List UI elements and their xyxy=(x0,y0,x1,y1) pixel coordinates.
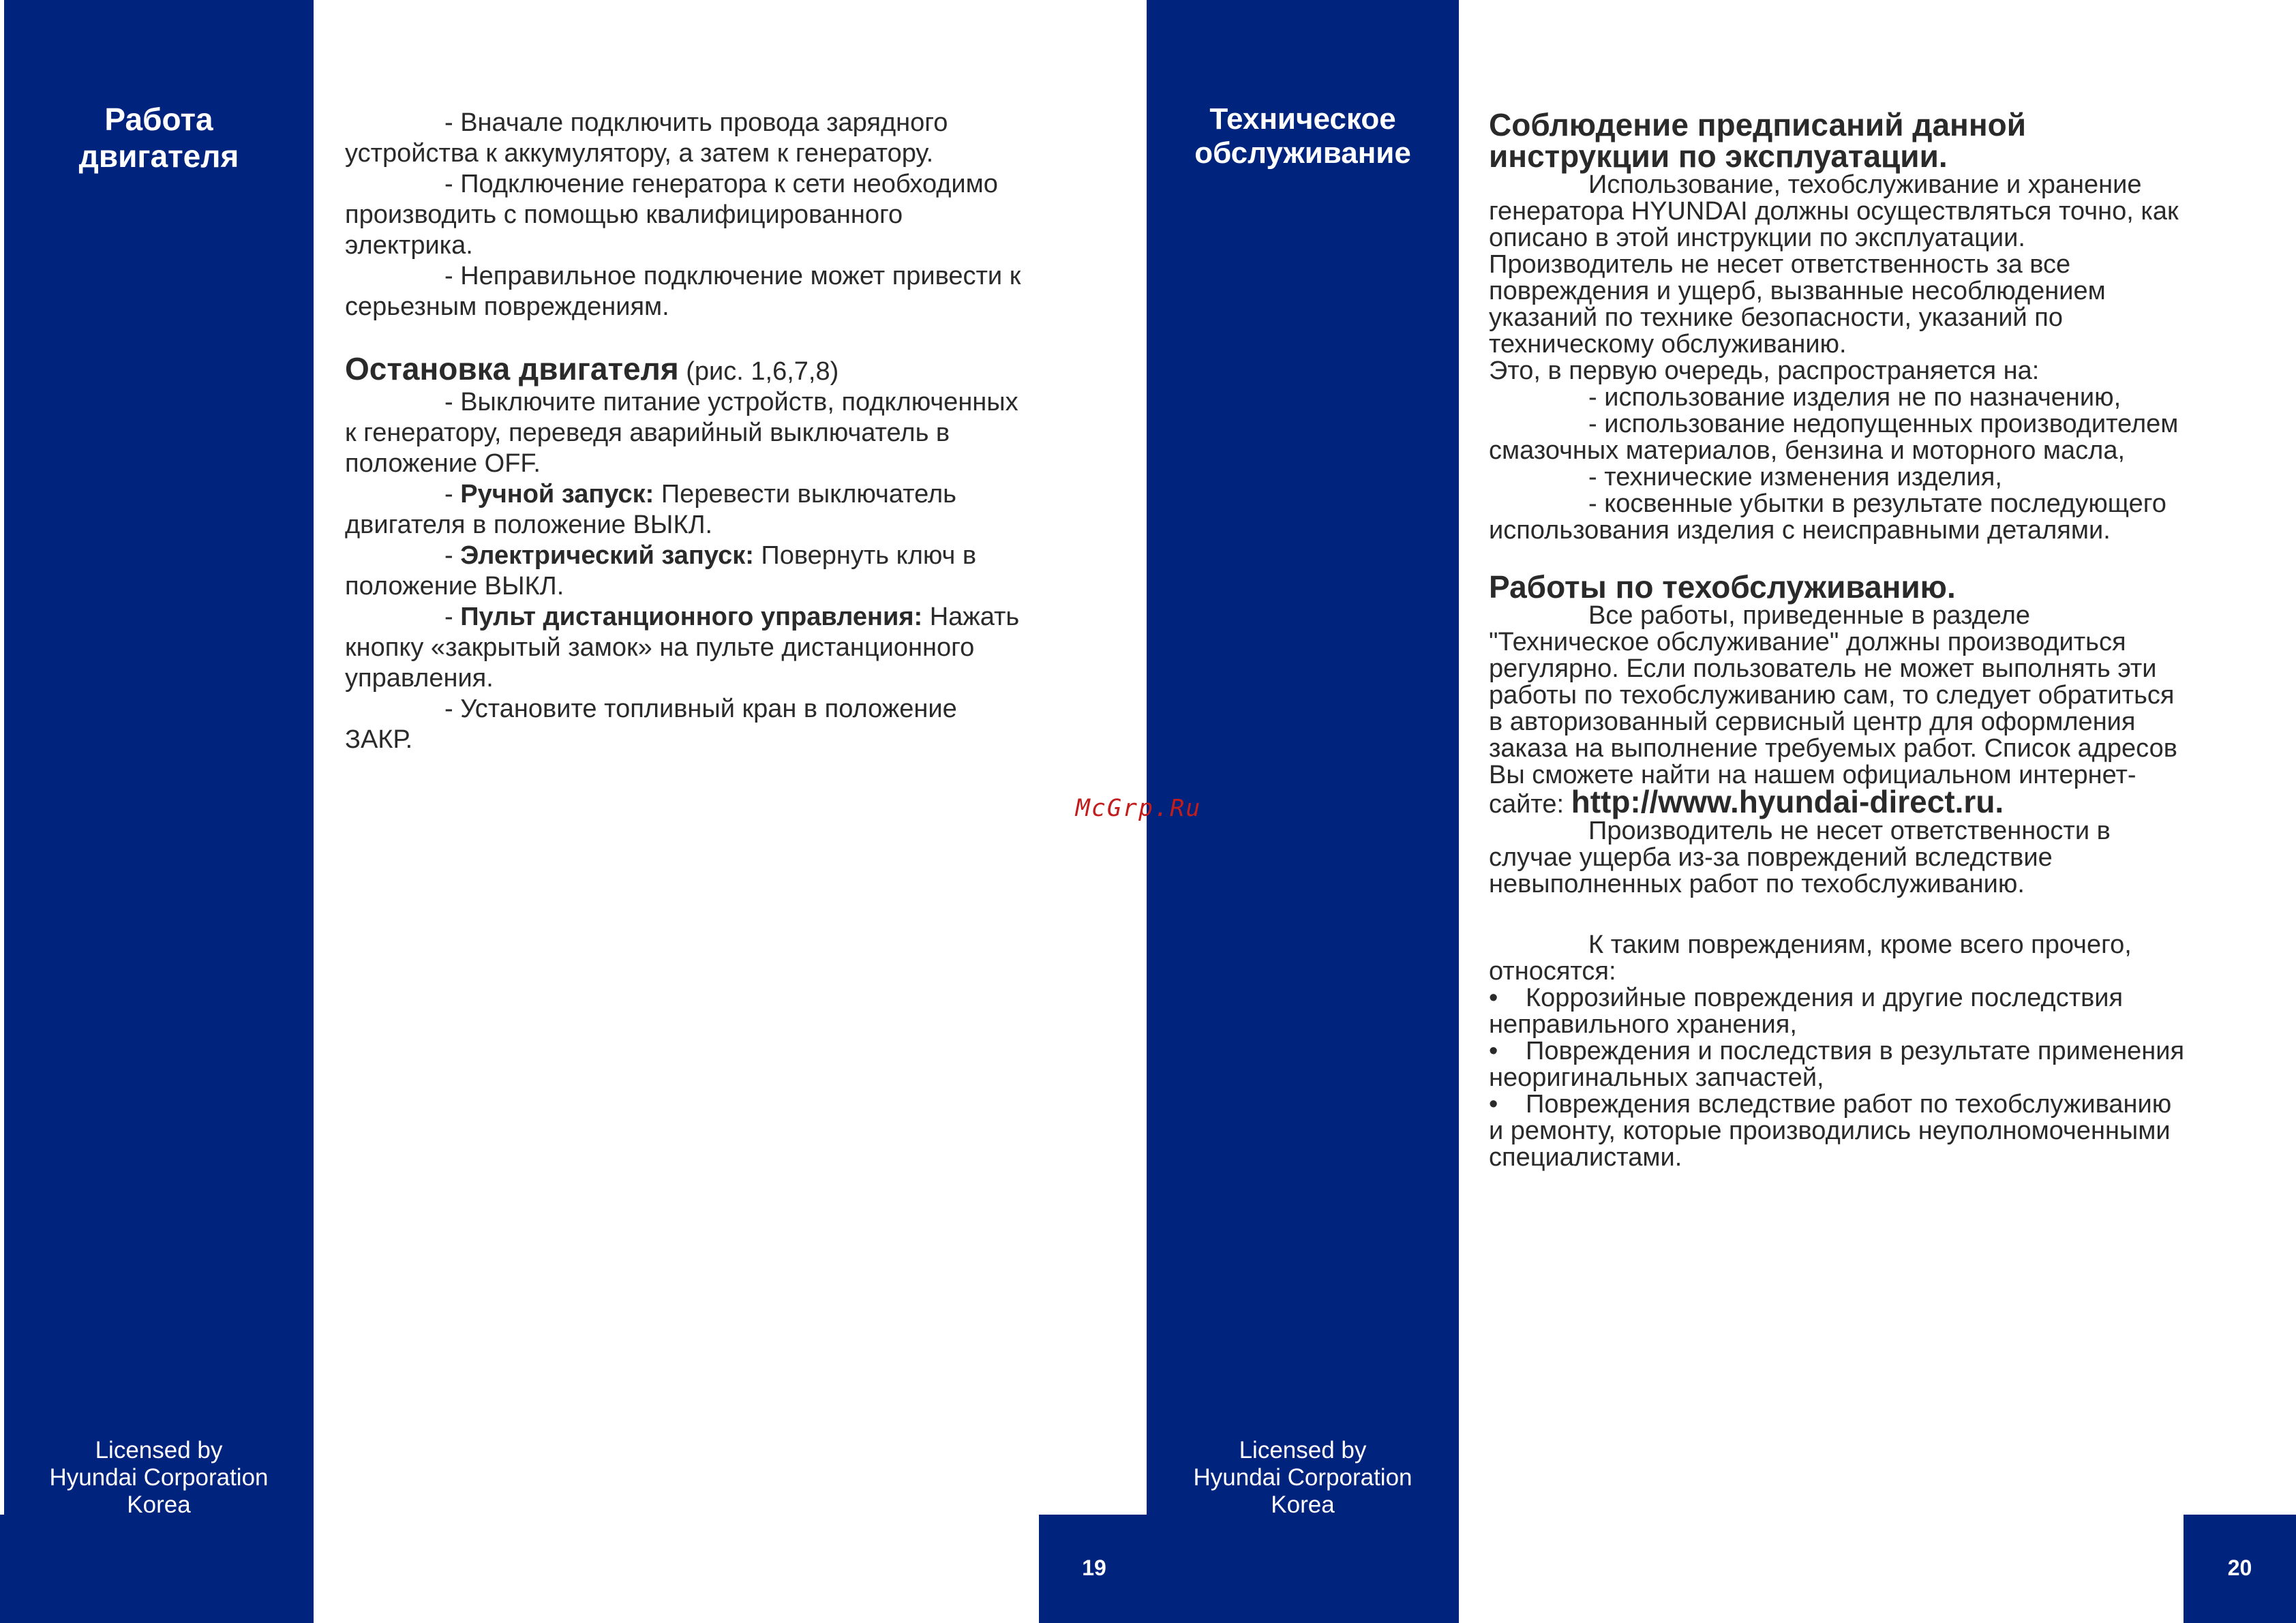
bullet-icon: • xyxy=(1489,1090,1498,1119)
stop-engine-heading: Остановка двигателя (рис. 1,6,7,8) xyxy=(345,351,839,386)
bullet-icon: • xyxy=(1489,984,1498,1012)
stop-step-1: - Выключите питание устройств, подключенных к генератору, переведя аварийный выключатель в положение OFF. xyxy=(345,388,1018,478)
watermark: McGrp.Ru xyxy=(1075,795,1202,822)
damage-bullet-1: • Коррозийные повреждения и другие последствия неправильного хранения, xyxy=(1489,984,2124,1039)
left-intro-3: - Неправильное подключение может привести к серьезным повреждениям. xyxy=(345,262,1021,321)
right-licensed-note: Licensed by Hyundai Corporation Korea xyxy=(1193,1437,1413,1518)
damage-bullet-2: • Повреждения и последствия в результате применения неоригинальных запчастей, xyxy=(1489,1037,2185,1092)
compliance-item-3: - технические изменения изделия, xyxy=(1588,463,2002,491)
stop-step-4: - Пульт дистанционного управления: Нажать кнопку «закрытый замок» на пульте дистанционного управления. xyxy=(345,603,1020,693)
left-sidebar-title: Работа двигателя xyxy=(78,102,239,174)
maintenance-heading: Работы по техобслуживанию. xyxy=(1489,569,1956,605)
maintenance-text: Все работы, приведенные в разделе "Техническое обслуживание" должны производиться регулярно. Если пользователь не может выполнять эти работы по техобслуживанию сам, то следует обратиться в авторизованный сервисный центр для оформления заказа на выполнение требуемых работ. Список адресов Вы сможете найти на нашем официальном интернет-сайте: http://www.hyundai-direct.ru. xyxy=(1489,601,2177,819)
left-sidebar xyxy=(4,0,314,1515)
maintenance-text-2: Производитель не несет ответственности в случае ущерба из-за повреждений вследствие невыполненных работ по техобслуживанию. xyxy=(1489,817,2111,898)
stop-step-3: - Электрический запуск: Повернуть ключ в положение ВЫКЛ. xyxy=(345,541,977,601)
stop-step-2: - Ручной запуск: Перевести выключатель двигателя в положение ВЫКЛ. xyxy=(345,480,956,539)
right-content xyxy=(1489,109,2186,1171)
compliance-item-1: - использование изделия не по назначению, xyxy=(1588,383,2121,412)
left-content xyxy=(345,108,1027,755)
bullet-icon: • xyxy=(1489,1037,1498,1065)
right-sidebar-title: Техническое обслуживание xyxy=(1194,102,1411,170)
damage-lead: К таким повреждениям, кроме всего прочего, относятся: xyxy=(1489,930,2132,986)
compliance-text: Использование, техобслуживание и хранение генератора HYUNDAI должны осуществляться точно, как описано в этой инструкции по эксплуатации. Производитель не несет ответственность за все повреждения и ущерб, вызванные несоблюдением указаний по технике безопасности, указаний по техническому обслуживанию. xyxy=(1489,170,2179,359)
compliance-item-2: - использование недопущенных производителем смазочных материалов, бензина и моторного масла, xyxy=(1489,410,2179,465)
compliance-lead: Это, в первую очередь, распространяется на: xyxy=(1489,357,2040,385)
stop-step-5: - Установите топливный кран в положение ЗАКР. xyxy=(345,695,957,754)
website-link[interactable]: http://www.hyundai-direct.ru. xyxy=(1571,784,2004,819)
left-licensed-note: Licensed by Hyundai Corporation Korea xyxy=(49,1437,269,1518)
left-intro-2: - Подключение генератора к сети необходимо производить с помощью квалифицированного электрика. xyxy=(345,170,998,260)
compliance-item-4: - косвенные убытки в результате последующего использования изделия с неисправными деталями. xyxy=(1489,489,2166,545)
left-sidebar-foot xyxy=(0,1515,314,1623)
left-intro-1: - Вначале подключить провода зарядного устройства к аккумулятору, а затем к генератору. xyxy=(345,108,948,168)
left-page-number: 19 xyxy=(1082,1556,1106,1580)
right-page-number: 20 xyxy=(2227,1556,2252,1580)
damage-bullet-3: • Повреждения вследствие работ по техобслуживанию и ремонту, которые производились неуполномоченными специалистами. xyxy=(1489,1090,2172,1172)
compliance-heading: Соблюдение предписаний данной инструкции по эксплуатации. xyxy=(1489,107,2026,174)
